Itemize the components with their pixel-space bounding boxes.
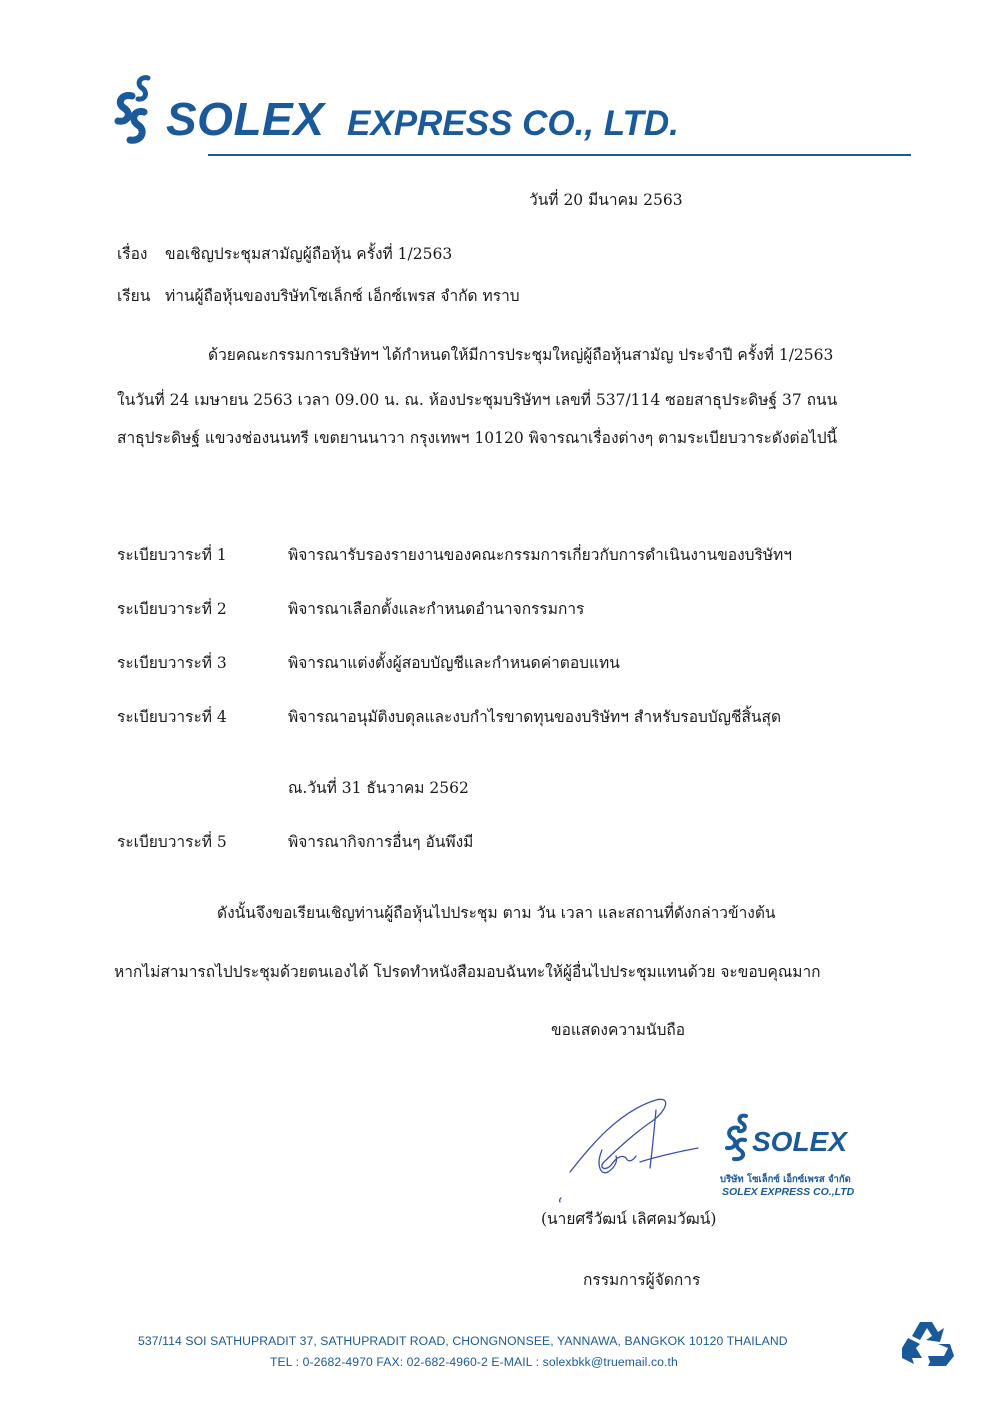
stamp-thai-name: บริษัท โซเล็กซ์ เอ็กซ์เพรส จำกัด [720,1174,851,1185]
body-line-2: ในวันที่ 24 เมษายน 2563 เวลา 09.00 น. ณ. ห้องประชุมบริษัทฯ เลขที่ 537/114 ซอยสาธุประดิษฐ์ 37 ถนน [117,391,838,409]
company-name: EXPRESS CO., LTD. [347,104,679,143]
agenda-text-2: พิจารณาเลือกตั้งและกำหนดอำนาจกรรมการ [288,600,585,618]
subject-label: เรื่อง [117,245,148,263]
stamp-wordmark: SOLEX [752,1126,847,1157]
body-line-3: สาธุประดิษฐ์ แขวงช่องนนทรี เขตยานนาวา กรุงเทพฯ 10120 พิจารณาเรื่องต่างๆ ตามระเบียบวาระดังต่อไปนี้ [117,429,838,447]
agenda-text-1: พิจารณารับรองรายงานของคณะกรรมการเกี่ยวกับการดำเนินงานของบริษัทฯ [288,546,792,564]
agenda-text-3: พิจารณาแต่งตั้งผู้สอบบัญชีและกำหนดค่าตอบแทน [288,654,620,672]
agenda-label-3: ระเบียบวาระที่ 3 [117,654,227,672]
recipient-text: ท่านผู้ถือหุ้นของบริษัทโซเล็กซ์ เอ็กซ์เพรส จำกัด ทราบ [165,287,520,305]
signer-name: (นายศรีวัฒน์ เลิศคมวัฒน์) [541,1210,717,1228]
agenda-label-5: ระเบียบวาระที่ 5 [117,833,227,851]
stamp-english-name: SOLEX EXPRESS CO.,LTD [722,1186,855,1198]
signature-image [556,1092,706,1207]
closing-line-2: หากไม่สามารถไปประชุมด้วยตนเองได้ โปรดทำหนังสือมอบฉันทะให้ผู้อื่นไปประชุมแทนด้วย จะขอบคุณมาก [114,963,821,981]
footer-address: 537/114 SOI SATHUPRADIT 37, SATHUPRADIT ROAD, CHONGNONSEE, YANNAWA, BANGKOK 10120 THAILAND [138,1334,788,1348]
closing-line-1: ดังนั้นจึงขอเรียนเชิญท่านผู้ถือหุ้นไปประชุม ตาม วัน เวลา และสถานที่ดังกล่าวข้างต้น [217,904,776,922]
solex-logo-icon [104,72,174,154]
recipient-label: เรียน [117,287,151,305]
regards: ขอแสดงความนับถือ [551,1021,686,1039]
footer-contact: TEL : 0-2682-4970 FAX: 02-682-4960-2 E-MAIL : solexbkk@truemail.co.th [270,1355,678,1369]
agenda-text-5: พิจารณากิจการอื่นๆ อันพึงมี [288,833,474,851]
logo-wordmark: SOLEX [166,93,325,145]
recycle-icon [898,1318,954,1370]
agenda-text-4-continued: ณ.วันที่ 31 ธันวาคม 2562 [288,779,469,797]
agenda-label-2: ระเบียบวาระที่ 2 [117,600,227,618]
agenda-label-4: ระเบียบวาระที่ 4 [117,708,227,726]
agenda-text-4: พิจารณาอนุมัติงบดุลและงบกำไรขาดทุนของบริษัทฯ สำหรับรอบบัญชีสิ้นสุด [288,708,782,726]
letter-date: วันที่ 20 มีนาคม 2563 [529,191,683,209]
signer-position: กรรมการผู้จัดการ [583,1271,701,1289]
agenda-label-1: ระเบียบวาระที่ 1 [117,546,227,564]
header-divider [208,154,911,156]
subject-text: ขอเชิญประชุมสามัญผู้ถือหุ้น ครั้งที่ 1/2563 [165,245,453,263]
body-line-1: ด้วยคณะกรรมการบริษัทฯ ได้กำหนดให้มีการประชุมใหญ่ผู้ถือหุ้นสามัญ ประจำปี ครั้งที่ 1/2563 [208,346,834,364]
stamp-logo-icon [718,1110,752,1162]
